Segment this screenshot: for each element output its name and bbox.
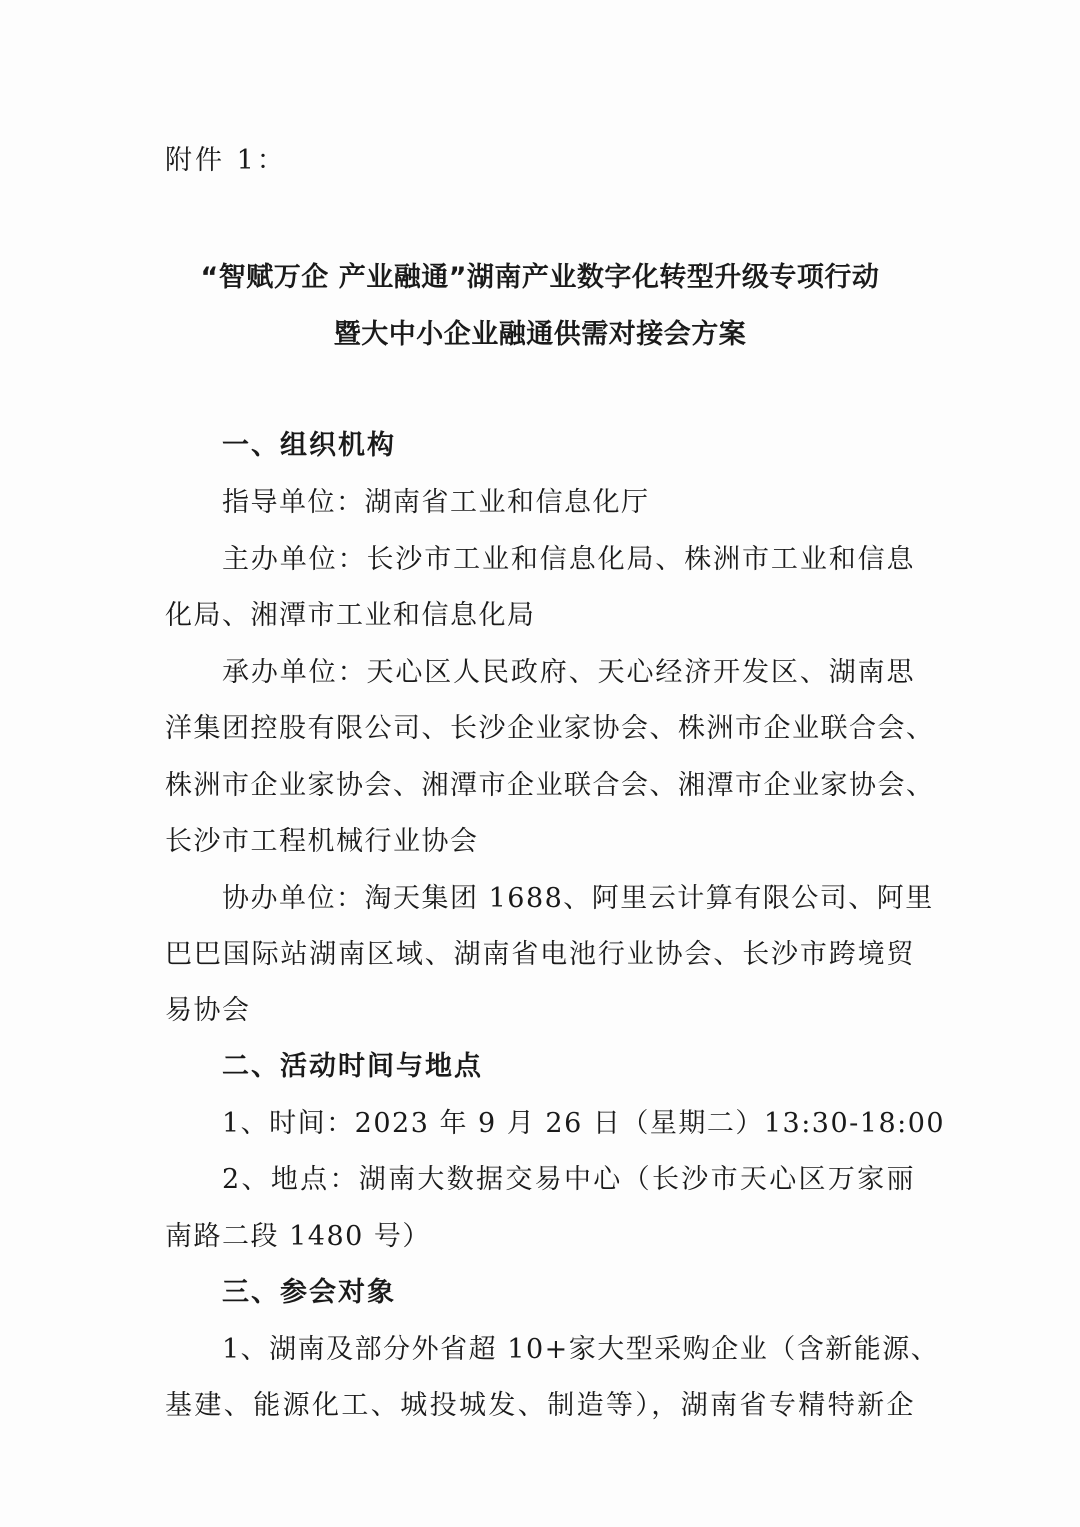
organizer-unit-line-3: 株洲市企业家协会、湘潭市企业联合会、湘潭市企业家协会、	[165, 770, 935, 801]
event-place-line-2: 南路二段 1480 号）	[165, 1221, 431, 1252]
section-heading-participants: 三、参会对象	[222, 1277, 396, 1308]
document-title-line-2: 暨大中小企业融通供需对接会方案	[333, 319, 747, 350]
organizer-unit-line-1: 承办单位：天心区人民政府、天心经济开发区、湖南思	[222, 657, 915, 688]
document-title-line-1: “智赋万企 产业融通”湖南产业数字化转型升级专项行动	[200, 262, 880, 293]
section-heading-organization: 一、组织机构	[222, 430, 396, 461]
co-organizer-line-3: 易协会	[165, 995, 251, 1026]
attachment-label: 附件 1：	[165, 145, 287, 176]
participants-item-1-line-1: 1、湖南及部分外省超 10+家大型采购企业（含新能源、	[222, 1334, 940, 1365]
event-time: 1、时间：2023 年 9 月 26 日（星期二）13:30-18:00	[222, 1108, 946, 1139]
co-organizer-line-2: 巴巴国际站湖南区域、湖南省电池行业协会、长沙市跨境贸	[165, 939, 915, 970]
section-heading-time-place: 二、活动时间与地点	[222, 1051, 483, 1082]
organizer-unit-line-4: 长沙市工程机械行业协会	[165, 826, 479, 857]
participants-item-1-line-2: 基建、能源化工、城投城发、制造等），湖南省专精特新企	[165, 1390, 915, 1421]
organizer-unit-line-2: 洋集团控股有限公司、长沙企业家协会、株洲市企业联合会、	[165, 713, 935, 744]
guide-unit: 指导单位：湖南省工业和信息化厅	[222, 487, 650, 518]
host-unit-line-1: 主办单位：长沙市工业和信息化局、株洲市工业和信息	[222, 544, 915, 575]
event-place-line-1: 2、地点：湖南大数据交易中心（长沙市天心区万家丽	[222, 1164, 915, 1195]
co-organizer-line-1: 协办单位：淘天集团 1688、阿里云计算有限公司、阿里	[222, 883, 934, 914]
host-unit-line-2: 化局、湘潭市工业和信息化局	[165, 600, 536, 631]
